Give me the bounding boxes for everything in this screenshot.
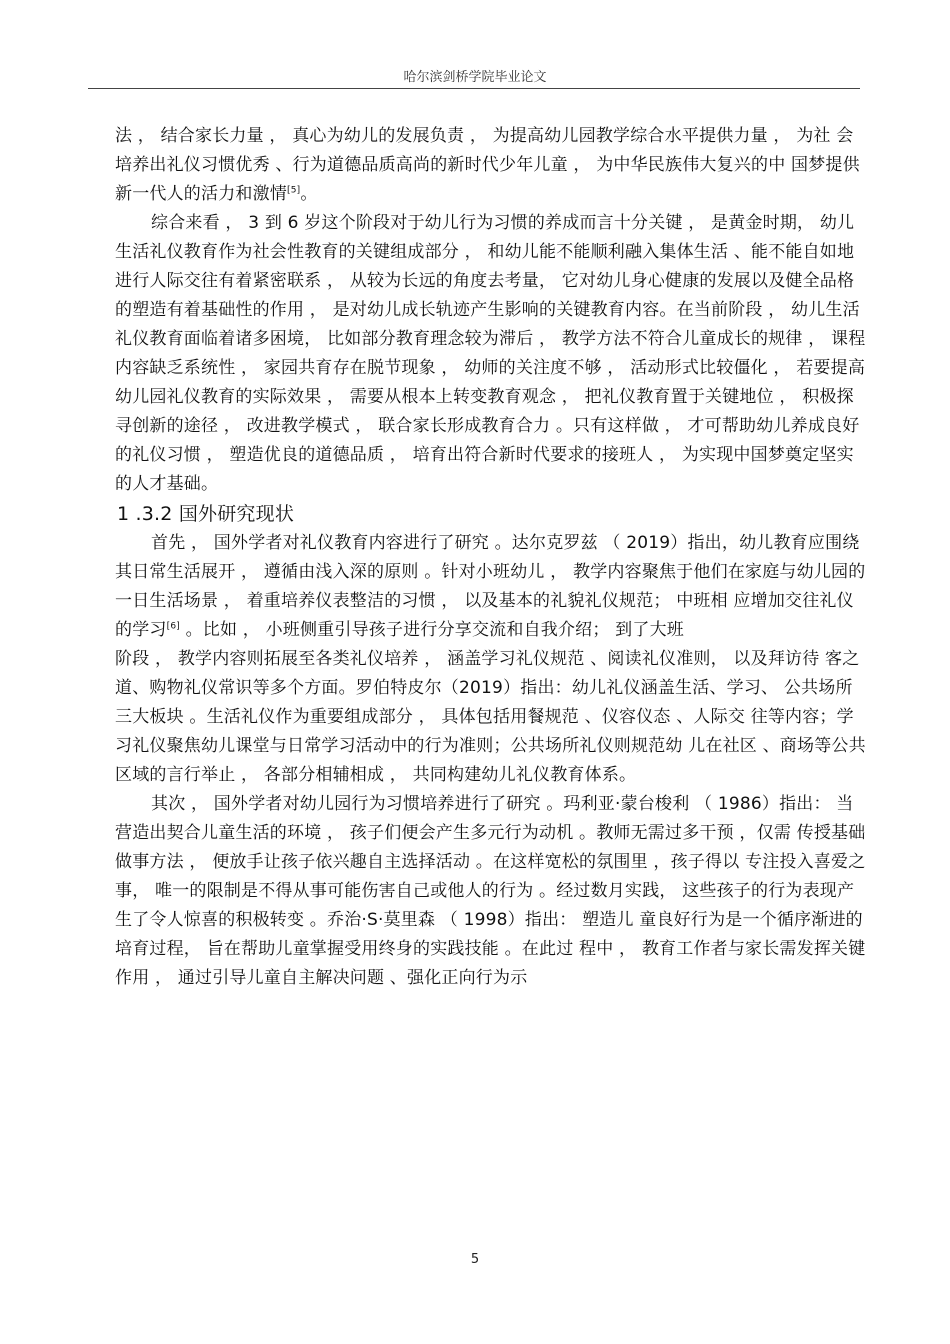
header-rule [88,88,860,89]
paragraph-4: 其次 ， 国外学者对幼儿园行为习惯培养进行了研究 。玛利亚·蒙台梭利 （ 1986）指出： 当营造出契合儿童生活的环境 ， 孩子们便会产生多元行为动机 。教师无需过多干预 ，仅需 传授基础做事方法 ， 便放手让孩子依兴趣自主选择活动 。在这样宽松的氛围里 ，孩子得以 专注投入喜爱之事， 唯一的限制是不得从事可能伤害自己或他人的行为 。经过数月实践， 这些孩子的行为表现产生了令人惊喜的积极转变 。乔治·S·莫里森 （ 1998）指出： 塑造儿 童良好行为是一个循序渐进的培育过程， 旨在帮助儿童掌握受用终身的实践技能 。在此过 程中 ， 教育工作者与家长需发挥关键作用 ， 通过引导儿童自主解决问题 、强化正向行为示 [115,794,866,988]
document-body [115,122,867,993]
page-header: 哈尔滨剑桥学院毕业论文 [403,70,547,85]
paragraph-2: 综合来看 ， 3 到 6 岁这个阶段对于幼儿行为习惯的养成而言十分关键 ， 是黄金时期， 幼儿生活礼仪教育作为社会性教育的关键组成部分 ， 和幼儿能不能顺利融入集体生活 、能不能自如地进行人际交往有着紧密联系 ， 从较为长远的角度去考量， 它对幼儿身心健康的发展以及健全品格的塑造有着基础性的作用 ， 是对幼儿成长轨迹产生影响的关键教育内容。在当前阶段 ， 幼儿生活礼仪教育面临着诸多困境， 比如部分教育理念较为滞后 ， 教学方法不符合儿童成长的规律 ， 课程内容缺乏系统性 ， 家园共育存在脱节现象 ， 幼师的关注度不够 ， 活动形式比较僵化 ， 若要提高幼儿园礼仪教育的实际效果 ， 需要从根本上转变教育观念 ， 把礼仪教育置于关键地位 ， 积极探寻创新的途径 ， 改进教学模式 ， 联合家长形成教育合力 。只有这样做 ， 才可帮助幼儿养成良好的礼仪习惯 ， 塑造优良的道德品质 ， 培育出符合新时代要求的接班人 ， 为实现中国梦奠定坚实的人才基础。 [115,213,866,494]
section-heading: 1 .3.2 国外研究现状 [117,503,295,525]
page-number: 5 [470,1252,480,1267]
paragraph-3-continued: 阶段 ， 教学内容则拓展至各类礼仪培养 ， 涵盖学习礼仪规范 、阅读礼仪准则， 以及拜访待 客之道、购物礼仪常识等多个方面。罗伯特皮尔（2019）指出：幼儿礼仪涵盖生活、学习、 公共场所三大板块 。生活礼仪作为重要组成部分 ， 具体包括用餐规范 、仪容仪态 、人际交 往等内容；学习礼仪聚焦幼儿课堂与日常学习活动中的行为准则；公共场所礼仪则规范幼 儿在社区 、商场等公共区域的言行举止 ， 各部分相辅相成 ， 共同构建幼儿礼仪教育体系。 [115,649,866,785]
paragraph-3-part-1: 首先 ， 国外学者对礼仪教育内容进行了研究 。达尔克罗兹 （ 2019）指出，幼儿教育应围绕其日常生活展开 ， 遵循由浅入深的原则 。针对小班幼儿 ， 教学内容聚焦于他们在家庭与幼儿园的一日生活场景 ， 着重培养仪表整洁的习惯 ， 以及基本的礼貌礼仪规范； 中班相 应增加交往礼仪的学习 [115,533,866,640]
citation-5: [5] [287,185,301,196]
paragraph-1-text: 法 ， 结合家长力量 ， 真心为幼儿的发展负责 ， 为提高幼儿园教学综合水平提供力量 ， 为社 会培养出礼仪习惯优秀 、行为道德品质高尚的新时代少年儿童 ， 为中华民族伟大复兴的中 国梦提供新一代人的活力和激情 [115,126,860,204]
paragraph-3 [115,529,867,645]
paragraph-3-part-2: 。比如 ， 小班侧重引导孩子进行分享交流和自我介绍； 到了大班 [179,620,684,640]
paragraph-1-end: 。 [300,184,318,204]
citation-6: [6] [166,621,180,632]
paragraph-1 [115,122,867,209]
